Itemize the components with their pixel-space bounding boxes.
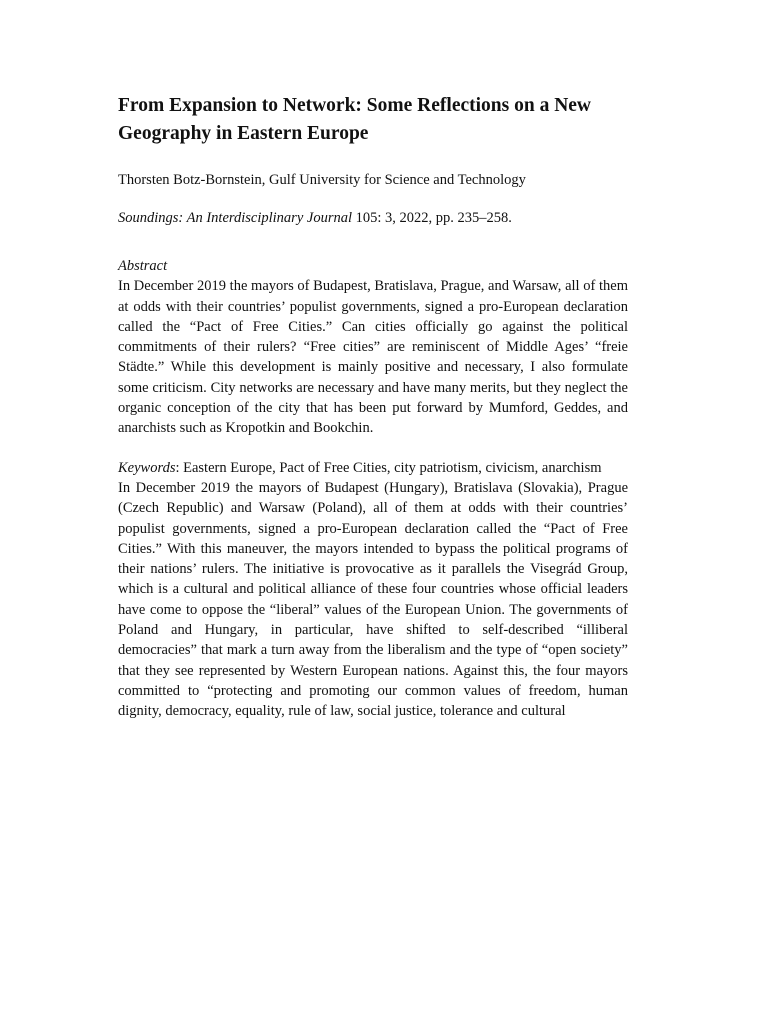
abstract-heading: Abstract xyxy=(118,258,168,274)
body-paragraph: In December 2019 the mayors of Budapest (Hungary), Bratislava (Slovakia), Prague (Czech Republic) and Warsaw (Poland), all of them at odds with their countries’ populist governments, signed a pro-European declaration called the “Pact of Free Cities.” With this maneuver, the mayors intended to bypass the political programs of their nations’ rulers. The initiative is provocative as it parallels the Visegrád Group, which is a cultural and political alliance of these four countries whose official leaders have come to oppose the “liberal” values of the European Union. The governments of Poland and Hungary, in particular, have shifted to self-described “illiberal democracies” that mark a turn away from the liberalism and the type of “open society” that they see represented by Western European nations. Against this, the four mayors committed to “protecting and promoting our common values of freedom, human dignity, democracy, equality, rule of law, social justice, tolerance and cultural xyxy=(118,479,628,720)
keywords-list: : Eastern Europe, Pact of Free Cities, city patriotism, civicism, anarchism xyxy=(175,459,602,476)
document-page xyxy=(118,92,628,722)
journal-citation xyxy=(118,208,628,228)
author-affiliation: Thorsten Botz-Bornstein, Gulf University for Science and Technology xyxy=(118,172,526,188)
article-title: From Expansion to Network: Some Reflections on a New Geography in Eastern Europe xyxy=(118,95,592,144)
journal-name: Soundings: An Interdisciplinary Journal xyxy=(118,210,352,226)
keywords-label: Keywords xyxy=(118,459,176,476)
keywords-line xyxy=(118,458,628,478)
citation-details: 105: 3, 2022, pp. 235–258. xyxy=(352,210,512,226)
abstract-text: In December 2019 the mayors of Budapest, Bratislava, Prague, and Warsaw, all of them at odds with their countries’ populist governments, signed a pro-European declaration called the “Pact of Free Cities.” Can cities officially go against the political commitments of their rulers? “Free cities” are reminiscent of Middle Ages’ “freie Städte.” While this development is mainly positive and necessary, I also formulate some criticism. City networks are necessary and have many merits, but they neglect the organic conception of the city that has been put forward by Mumford, Geddes, and anarchists such as Kropotkin and Bookchin. xyxy=(118,278,628,437)
